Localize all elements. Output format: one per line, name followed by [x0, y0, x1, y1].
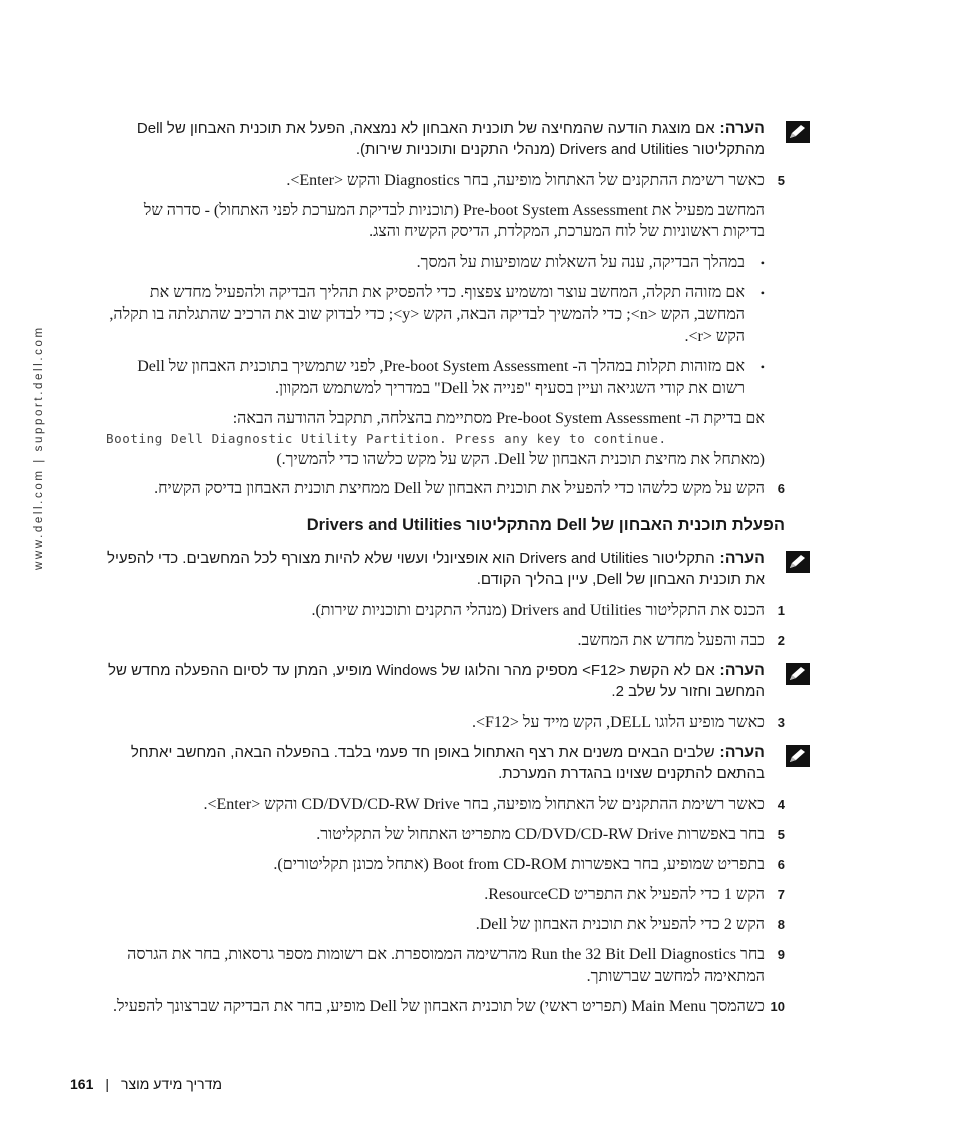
- step-item: [100, 170, 785, 192]
- note-f12: [100, 660, 785, 702]
- step-text: הקש על מקש כלשהו כדי להפעיל את תוכנית האבחון של Dell ממחיצת תוכנית האבחון בדיסק הקשיח.: [154, 480, 765, 497]
- step-item: [100, 794, 785, 816]
- step-item: [100, 884, 785, 906]
- step-text: כבה והפעל מחדש את המחשב.: [577, 632, 765, 649]
- note-text: אם לא הקשת <F12> מספיק מהר והלוגו של Windows מופיע, המתן עד לסיום ההפעלה מחדש של המחשב וחזור על שלב 2.: [108, 662, 765, 700]
- note-text: אם מוצגת הודעה שהמחיצה של תוכנית האבחון לא נמצאה, הפעל את תוכנית האבחון של Dell מהתקליטור Drivers and Utilities (מנהלי התקנים ותוכניות שירות).: [136, 120, 765, 158]
- step-number: 6: [777, 857, 785, 872]
- step-text: בחר Run the 32 Bit Dell Diagnostics מהרשימה הממוספרת. אם רשומות מספר גרסאות, בחר את הגרסה המתאימה למחשב שברשותך.: [127, 946, 765, 985]
- step-text: הכנס את התקליטור Drivers and Utilities (מנהלי התקנים ותוכניות שירות).: [311, 602, 765, 619]
- side-url: www.dell.com | support.dell.com: [33, 325, 45, 571]
- step-number: 8: [777, 917, 785, 932]
- page-footer: [70, 1076, 370, 1092]
- console-message: Booting Dell Diagnostic Utility Partition. Press any key to continue.: [106, 431, 667, 446]
- step-item: [100, 600, 785, 622]
- pencil-note-icon: [786, 121, 810, 143]
- page-number: 161: [70, 1076, 94, 1092]
- pencil-note-icon: [786, 745, 810, 767]
- note-label: הערה:: [719, 120, 765, 137]
- step-item: [100, 914, 785, 936]
- step-number: 7: [777, 887, 785, 902]
- step-text: בתפריט שמופיע, בחר באפשרות Boot from CD-ROM (אתחל מכונן תקליטורים).: [273, 856, 765, 873]
- step-text: כאשר רשימת ההתקנים של האתחול מופיעה, בחר Diagnostics והקש <Enter>.: [286, 172, 765, 189]
- bullet-item: • במהלך הבדיקה, ענה על השאלות שמופיעות על המסך.: [100, 252, 785, 274]
- step-text: הקש 1 כדי להפעיל את התפריט ResourceCD.: [484, 886, 765, 903]
- note-text: התקליטור Drivers and Utilities הוא אופציונלי ועשוי שלא להיות מצורף לכל המחשבים. כדי להפעיל את תוכנית האבחון של Dell, עיין בהליך הקודם.: [107, 550, 765, 588]
- note-optional-cd: [100, 548, 785, 590]
- note-boot-sequence: [100, 742, 785, 784]
- pba-paragraph: המחשב מפעיל את Pre-boot System Assessment (תוכניות לבדיקת המערכת לפני האתחול) - סדרה של בדיקות ראשוניות של לוח המערכת, המקלדת, הדיסק הקשיח והצג.: [143, 202, 765, 240]
- note-label: הערה:: [719, 662, 765, 679]
- step-item: [100, 996, 785, 1018]
- footer-separator: |: [105, 1076, 109, 1092]
- step-number: 2: [777, 633, 785, 648]
- bullet-item: • אם מזוהה תקלה, המחשב עוצר ומשמיע צפצוף. כדי להפסיק את תהליך הבדיקה ולהפעיל מחדש את המחשב, הקש <n>; כדי להמשיך לבדיקה הבאה, הקש <y>; כדי לבדוק שוב את הרכיב שהתגלתה בו תקלה, הקש <r>.: [100, 282, 785, 348]
- step-item: [100, 824, 785, 846]
- step-number: 6: [777, 481, 785, 496]
- bullet-item: • אם מזוהות תקלות במהלך ה- Pre-boot System Assessment, לפני שתמשיך בתוכנית האבחון של Dell רשום את קודי השגיאה ועיין בסעיף "פנייה אל Dell" במדריך למשתמש המקוון.: [100, 356, 785, 400]
- step-number: 9: [777, 947, 785, 962]
- step-item: [100, 854, 785, 876]
- step-number: 4: [777, 797, 785, 812]
- step-text: הקש 2 כדי להפעיל את תוכנית האבחון של Dell.: [475, 916, 765, 933]
- note-partition: [100, 118, 785, 160]
- step-number: 10: [770, 999, 785, 1014]
- note-label: הערה:: [719, 744, 765, 761]
- step-number: 5: [777, 827, 785, 842]
- pencil-note-icon: [786, 663, 810, 685]
- pencil-note-icon: [786, 551, 810, 573]
- console-translation: (מאתחל את מחיצת תוכנית האבחון של Dell. הקש על מקש כלשהו כדי להמשיך.): [276, 451, 765, 468]
- page-content: [100, 118, 785, 1026]
- step-number: 1: [777, 603, 785, 618]
- step-text: כאשר רשימת ההתקנים של האתחול מופיעה, בחר CD/DVD/CD-RW Drive והקש <Enter>.: [203, 796, 765, 813]
- step-text: בחר באפשרות CD/DVD/CD-RW Drive מתפריט האתחול של התקליטור.: [316, 826, 765, 843]
- step-item: [100, 630, 785, 652]
- step-item: [100, 712, 785, 734]
- note-label: הערה:: [719, 550, 765, 567]
- step-text: כאשר מופיע הלוגו DELL, הקש מייד על <F12>.: [471, 714, 765, 731]
- step-text: כשהמסך Main Menu (תפריט ראשי) של תוכנית האבחון של Dell מופיע, בחר את הבדיקה שברצונך להפעיל.: [113, 998, 765, 1015]
- step-number: 5: [777, 173, 785, 188]
- step-item: [100, 478, 785, 500]
- note-text: שלבים הבאים משנים את רצף האתחול באופן חד פעמי בלבד. בהפעלה הבאה, המחשב יאתחל בהתאם להתקנים שצוינו בהגדרת המערכת.: [130, 744, 765, 782]
- footer-title: מדריך מידע מוצר: [121, 1076, 222, 1092]
- step-number: 3: [777, 715, 785, 730]
- success-line: אם בדיקת ה- Pre-boot System Assessment מסתיימת בהצלחה, תתקבל ההודעה הבאה:: [232, 410, 765, 427]
- section-heading: הפעלת תוכנית האבחון של Dell מהתקליטור Drivers and Utilities: [306, 516, 785, 534]
- step-item: [100, 944, 785, 988]
- success-message: [100, 408, 785, 470]
